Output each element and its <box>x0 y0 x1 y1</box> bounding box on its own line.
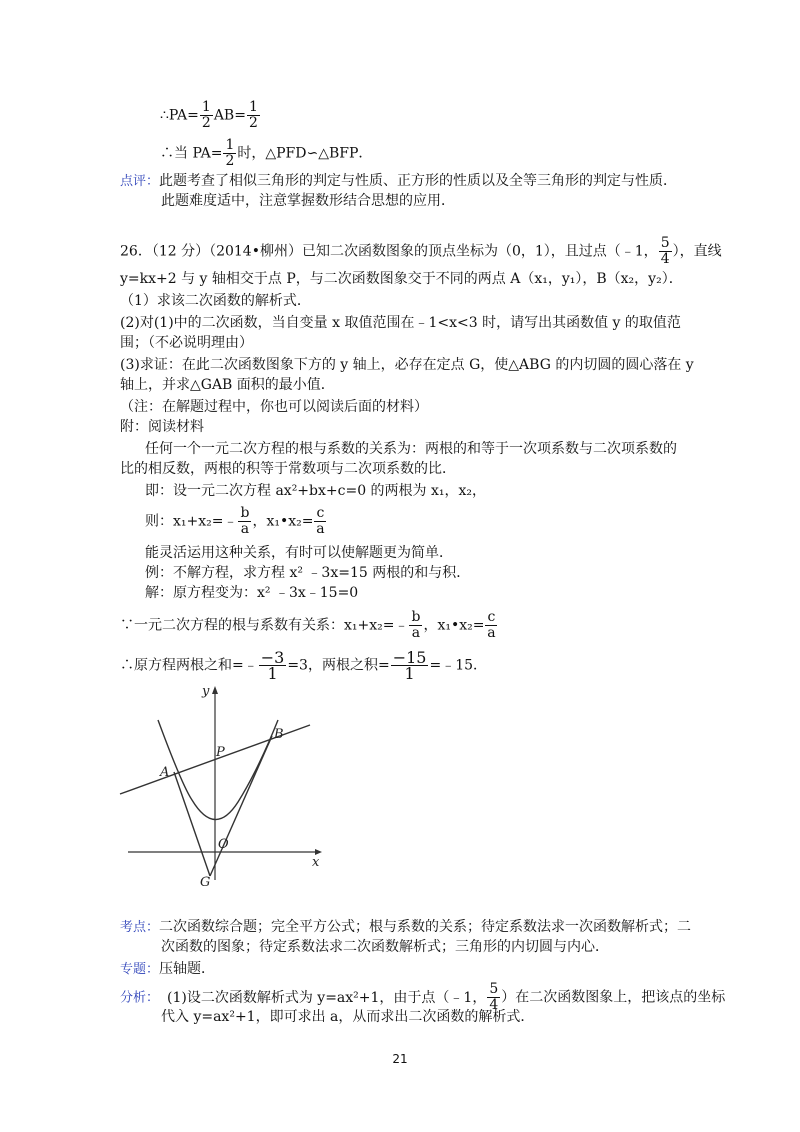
pa-equation: ∴PA= $\frac{1}{2}$ AB= $\frac{1}{2}$ <box>160 99 258 131</box>
similar-condition: ∴当 PA= $\frac{1}{2}$ 时，△PFD∽△BFP． <box>160 137 373 169</box>
question-26-line-2: y=kx+2 与 y 轴相交于点 P，与二次函数图象交于不同的两点 A（x₁，y₁），B（x₂，y₂）． <box>120 271 683 287</box>
segment-ga <box>174 772 210 876</box>
fraction: $\frac{-15}{1}$ <box>392 648 427 683</box>
zhuanti-label: 专题： <box>120 962 160 977</box>
part-1: （1）求该二次函数的解析式． <box>120 293 311 309</box>
x-axis-label: x <box>312 855 320 870</box>
fenxi-line-1: 分析： (1)设二次函数解析式为 y=ax²+1，由于点（﹣1， $\frac{5}{4}$ ）在二次函数图象上，把该点的坐标 <box>120 981 726 1013</box>
zhuanti-line: 专题：压轴题． <box>120 961 216 977</box>
fraction: $\frac{b}{a}$ <box>411 609 421 641</box>
reading-1: 任何一个一元二次方程的根与系数的关系为：两根的和等于一次项系数与二次项系数的 <box>145 441 677 457</box>
page-number: 21 <box>392 1052 408 1066</box>
y-axis-label: y <box>202 684 210 699</box>
fraction: $\frac{c}{a}$ <box>487 609 496 641</box>
fraction: $\frac{1}{2}$ <box>201 99 211 131</box>
point-g-label: G <box>200 875 211 890</box>
fraction: $\frac{b}{a}$ <box>240 505 250 537</box>
reading-5: 能灵活运用这种关系，有时可以使解题更为简单． <box>145 545 453 561</box>
part-2a: (2)对(1)中的二次函数，当自变量 x 取值范围在﹣1<x<3 时，请写出其函数值 y 的取值范 <box>120 315 681 331</box>
fraction: $\frac{1}{2}$ <box>248 99 258 131</box>
reading-4: 则：x₁+x₂=﹣ $\frac{b}{a}$ ，x₁•x₂= $\frac{c}{a}$ <box>145 505 325 537</box>
reading-2: 比的相反数，两根的积等于常数项与二次项系数的比． <box>120 461 456 477</box>
reading-3: 即：设一元二次方程 ax²+bx+c=0 的两根为 x₁，x₂， <box>145 483 487 499</box>
attachment-title: 附：阅读材料 <box>120 419 204 435</box>
parabola-line-figure <box>110 680 330 890</box>
fraction: $\frac{5}{4}$ <box>660 235 670 267</box>
comment-line-1: 点评：此题考查了相似三角形的判定与性质、正方形的性质以及全等三角形的判定与性质． <box>120 173 678 189</box>
reading-7: 解：原方程变为：x² ﹣3x﹣15=0 <box>145 585 359 601</box>
fraction: $\frac{-3}{1}$ <box>260 648 285 683</box>
kaodian-line-2: 次函数的图象；待定系数法求二次函数解析式；三角形的内切圆与内心． <box>161 939 609 955</box>
fenxi-line-2: 代入 y=ax²+1，即可求出 a，从而求出二次函数的解析式． <box>161 1009 535 1025</box>
part-3b: 轴上，并求△GAB 面积的最小值． <box>120 377 335 393</box>
point-p-label: P <box>216 745 225 760</box>
comment-line-2: 此题难度适中，注意掌握数形结合思想的应用． <box>161 193 455 209</box>
point-b-label: B <box>274 727 284 742</box>
part-2b: 围；（不必说明理由） <box>120 335 253 351</box>
y-axis-arrow <box>212 686 218 694</box>
question-26-head: 26．（12 分）（2014•柳州）已知二次函数图象的顶点坐标为（0，1），且过点（﹣1， $\frac{5}{4}$ ），直线 <box>120 235 722 267</box>
origin-label: O <box>218 837 229 852</box>
comment-label: 点评： <box>120 174 160 189</box>
fraction: $\frac{5}{4}$ <box>489 981 499 1013</box>
fraction: $\frac{1}{2}$ <box>225 137 235 169</box>
fenxi-label: 分析： <box>120 990 160 1006</box>
kaodian-label: 考点： <box>120 920 160 935</box>
parabola-curve <box>158 720 278 820</box>
reading-8: ∵一元二次方程的根与系数有关系：x₁+x₂=﹣ $\frac{b}{a}$ ，x₁•x₂= $\frac{c}{a}$ <box>120 609 496 641</box>
part-3a: (3)求证：在此二次函数图象下方的 y 轴上，必存在定点 G，使△ABG 的内切圆的圆心落在 y <box>120 357 694 373</box>
note: （注：在解题过程中，你也可以阅读后面的材料） <box>120 399 428 415</box>
fraction: $\frac{c}{a}$ <box>316 505 325 537</box>
point-a-label: A <box>160 765 170 780</box>
kaodian-line-1: 考点：二次函数综合题；完全平方公式；根与系数的关系；待定系数法求一次函数解析式；二 <box>120 919 692 935</box>
reading-6: 例：不解方程，求方程 x² ﹣3x=15 两根的和与积． <box>145 565 471 581</box>
reading-9: ∴原方程两根之和=﹣ $\frac{-3}{1}$ =3，两根之积= $\frac{-15}{1}$ =﹣15． <box>120 648 488 683</box>
